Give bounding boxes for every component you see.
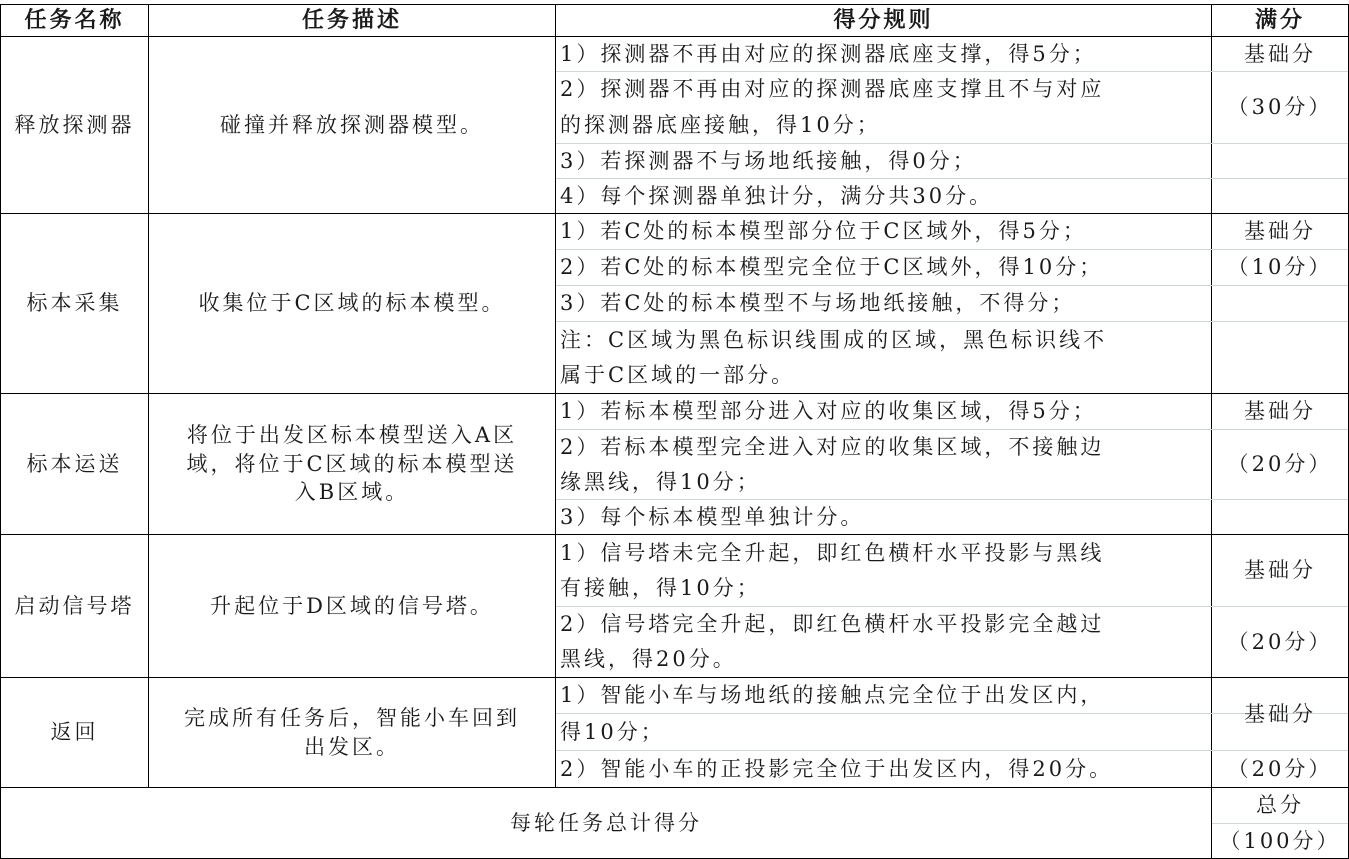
rule-line: 的探测器底座接触，得10分； [560, 112, 881, 137]
rule-line: 缘黑线，得10分； [560, 469, 761, 494]
rule-line: 得10分； [560, 719, 665, 744]
task-name-sample-transport: 标本运送 [26, 451, 123, 476]
desc-line: 将位于出发区标本模型送入A区 [186, 423, 518, 448]
score-type: 基础分 [1244, 558, 1316, 583]
score-type: 基础分 [1244, 399, 1316, 424]
task-desc-sample-transport [149, 394, 555, 534]
rule-line: 1）信号塔未完全升起，即红色横杆水平投影与黑线 [560, 540, 1105, 565]
rule-line: 2）智能小车的正投影完全位于出发区内，得20分。 [560, 756, 1114, 781]
desc-line: 入B区域。 [294, 480, 410, 505]
desc-line: 完成所有任务后，智能小车回到 [184, 706, 520, 731]
task-name-sample-collection: 标本采集 [26, 291, 123, 316]
rule-line: 注：C区域为黑色标识线围成的区域，黑色标识线不 [560, 327, 1108, 352]
score-value: （10分） [1227, 255, 1333, 280]
score-type: 基础分 [1244, 41, 1316, 66]
rule-line: 有接触，得10分； [560, 576, 761, 601]
header-task-desc: 任务描述 [301, 6, 402, 33]
task-desc-release-detector: 碰撞并释放探测器模型。 [220, 112, 484, 137]
total-label: 每轮任务总计得分 [510, 810, 702, 835]
rule-line: 3）每个标本模型单独计分。 [560, 504, 865, 529]
rule-line: 属于C区域的一部分。 [560, 363, 796, 388]
total-score-value: （100分） [1219, 828, 1341, 853]
task-name-signal-tower: 启动信号塔 [14, 593, 135, 618]
score-type: 基础分 [1244, 701, 1316, 726]
task-desc-sample-collection: 收集位于C区域的标本模型。 [198, 291, 506, 316]
score-value: （20分） [1227, 452, 1333, 477]
rule-line: 1）若C处的标本模型部分位于C区域外，得5分； [560, 219, 1087, 244]
rule-line: 2）探测器不再由对应的探测器底座支撑且不与对应 [560, 77, 1105, 102]
task-name-release-detector: 释放探测器 [14, 112, 135, 137]
total-score-type: 总分 [1256, 793, 1304, 818]
desc-line: 出发区。 [304, 734, 400, 759]
rule-line: 1）若标本模型部分进入对应的收集区域，得5分； [560, 399, 1097, 424]
score-value: （30分） [1227, 95, 1333, 120]
task-name-return: 返回 [50, 720, 99, 745]
task-desc-signal-tower: 升起位于D区域的信号塔。 [210, 593, 494, 618]
rule-line: 黑线，得20分。 [560, 647, 737, 672]
rule-line: 2）信号塔完全升起，即红色横杆水平投影完全越过 [560, 612, 1105, 637]
header-task-name: 任务名称 [24, 6, 125, 33]
rule-line: 1）探测器不再由对应的探测器底座支撑，得5分； [560, 41, 1097, 66]
rule-line: 3）若探测器不与场地纸接触，得0分； [560, 148, 977, 173]
desc-line: 域，将位于C区域的标本模型送 [186, 451, 518, 476]
rule-line: 2）若C处的标本模型完全位于C区域外，得10分； [560, 255, 1104, 280]
score-value: （20分） [1227, 629, 1333, 654]
header-full-score: 满分 [1254, 6, 1305, 33]
header-scoring-rules: 得分规则 [833, 6, 934, 33]
task-desc-return [149, 678, 555, 787]
rule-line: 3）若C处的标本模型不与场地纸接触，不得分； [560, 291, 1076, 316]
score-value: （20分） [1227, 756, 1333, 781]
rule-line: 1）智能小车与场地纸的接触点完全位于出发区内， [560, 683, 1105, 708]
score-type: 基础分 [1244, 219, 1316, 244]
rule-line: 2）若标本模型完全进入对应的收集区域，不接触边 [560, 435, 1105, 460]
rule-line: 4）每个探测器单独计分，满分共30分。 [560, 183, 994, 208]
